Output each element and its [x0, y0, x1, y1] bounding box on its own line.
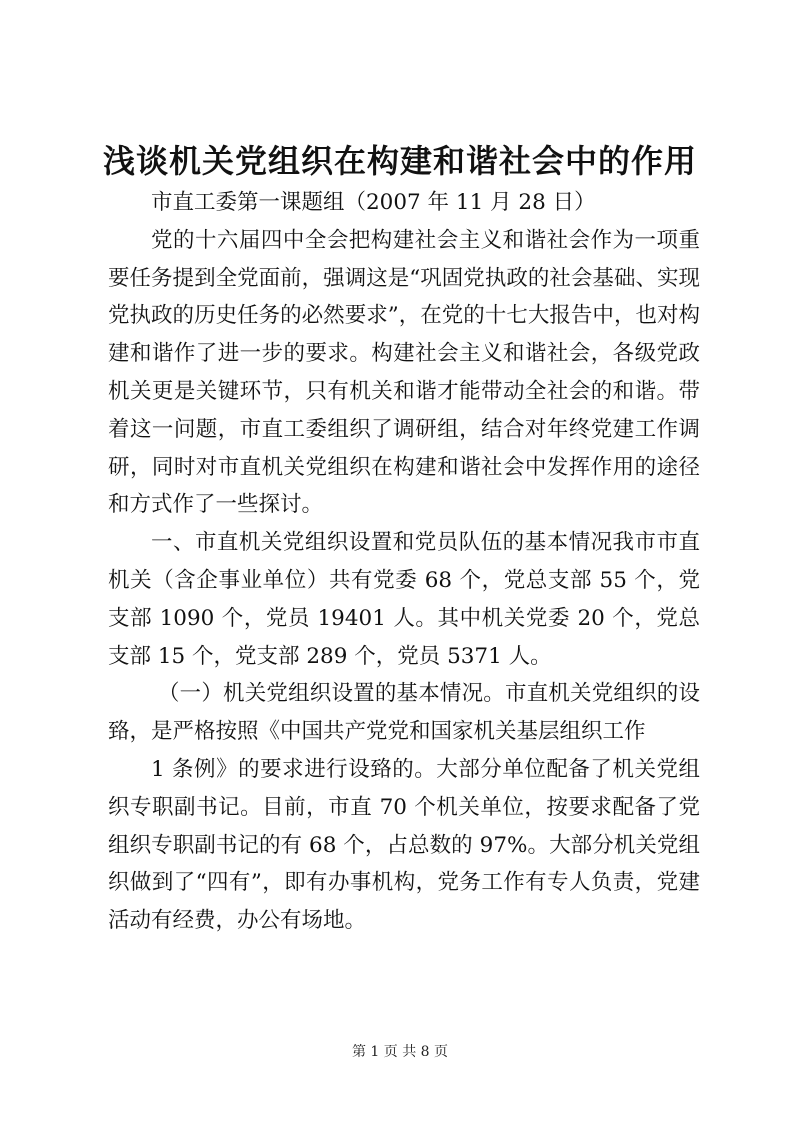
document-body: [108, 184, 700, 940]
page-number-footer: 第 1 页 共 8 页: [351, 1044, 449, 1060]
paragraph-regulation: 1 条例》的要求进行设臵的。大部分单位配备了机关党组织专职副书记。目前，市直 70 个机关单位，按要求配备了党组织专职副书记的有 68 个，占总数的 97%。大部分机关党组织做到了“四有”，即有办事机构，党务工作有专人负责，党建活动有经费，办公有场地。: [108, 756, 700, 934]
paragraph-intro: 党的十六届四中全会把构建社会主义和谐社会作为一项重要任务提到全党面前，强调这是“巩固党执政的社会基础、实现党执政的历史任务的必然要求”，在党的十七大报告中，也对构建和谐作了进一步的要求。构建社会主义和谐社会，各级党政机关更是关键环节，只有机关和谐才能带动全社会的和谐。带着这一问题，市直工委组织了调研组，结合对年终党建工作调研，同时对市直机关党组织在构建和谐社会中发挥作用的途径和方式作了一些探讨。: [108, 227, 700, 518]
paragraph-section-one: 一、市直机关党组织设置和党员队伍的基本情况我市市直机关（含企事业单位）共有党委 68 个，党总支部 55 个，党支部 1090 个，党员 19401 人。其中机关党委 20 个，党总支部 15 个，党支部 289 个，党员 5371 人。: [108, 530, 700, 669]
document-title: 浅谈机关党组织在构建和谐社会中的作用: [102, 142, 697, 180]
paragraph-subsection-one: （一）机关党组织设置的基本情况。市直机关党组织的设臵，是严格按照《中国共产党党和国家机关基层组织工作: [108, 681, 700, 745]
byline: 市直工委第一课题组（2007 年 11 月 28 日）: [151, 190, 596, 215]
